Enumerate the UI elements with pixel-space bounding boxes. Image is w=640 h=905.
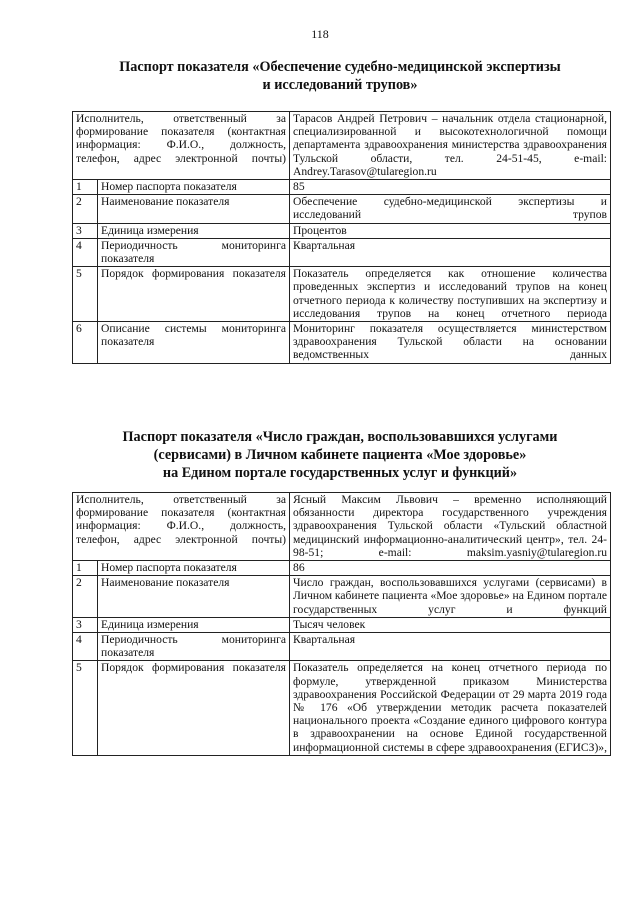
row-value: Тысяч человек <box>290 617 611 632</box>
executor-value: Тарасов Андрей Петрович – начальник отдела стационарной, специализированной и высокотехнологичной помощи департамента здравоохранения министерства здравоохранения Тульской области, тел. 24-51-45, e-mail: Andrey.Tarasov@tularegion.ru <box>290 112 611 180</box>
row-value: 85 <box>290 180 611 195</box>
row-label: Периодичность мониторинга показателя <box>98 238 290 266</box>
row-number: 3 <box>73 223 98 238</box>
table-row <box>73 112 611 180</box>
row-label: Порядок формирования показателя <box>98 267 290 322</box>
row-label: Наименование показателя <box>98 576 290 618</box>
row-label: Номер паспорта показателя <box>98 180 290 195</box>
passport-1-title-line: Паспорт показателя «Обеспечение судебно-медицинской экспертизы <box>119 59 561 75</box>
row-label: Порядок формирования показателя <box>98 661 290 755</box>
passport-2-title-line: (сервисами) в Личном кабинете пациента «Мое здоровье» <box>153 447 527 463</box>
executor-label: Исполнитель, ответственный за формирование показателя (контактная информация: Ф.И.О., должность, телефон, адрес электронной почты) <box>73 112 290 180</box>
row-label: Описание системы мониторинга показателя <box>98 322 290 364</box>
passport-1-table <box>72 111 611 364</box>
row-number: 5 <box>73 267 98 322</box>
row-number: 4 <box>73 238 98 266</box>
row-number: 3 <box>73 617 98 632</box>
row-number: 4 <box>73 633 98 661</box>
row-value: Показатель определяется на конец отчетного периода по формуле, утвержденной приказом Министерства здравоохранения Российской Федерации от 29 марта 2019 года № 176 «Об утверждении методик расчета показателей национального проекта «Создание единого цифрового контура в здравоохранении на основе Единой государственной информационной системы в сфере здравоохранения (ЕГИСЗ)», <box>290 661 611 755</box>
row-number: 2 <box>73 195 98 223</box>
row-label: Единица измерения <box>98 617 290 632</box>
row-number: 1 <box>73 561 98 576</box>
table-row <box>73 576 611 618</box>
row-value: Мониторинг показателя осуществляется министерством здравоохранения Тульской области на основании ведомственных данных <box>290 322 611 364</box>
passport-1-title <box>60 58 620 94</box>
row-number: 5 <box>73 661 98 755</box>
table-row <box>73 267 611 322</box>
page-number: 118 <box>311 27 329 41</box>
row-label: Номер паспорта показателя <box>98 561 290 576</box>
table-row <box>73 195 611 223</box>
row-value: Квартальная <box>290 633 611 661</box>
row-value: Число граждан, воспользовавшихся услугами (сервисами) в Личном кабинете пациента «Мое здоровье» на Едином портале государственных услуг и функций <box>290 576 611 618</box>
row-number: 2 <box>73 576 98 618</box>
row-number: 1 <box>73 180 98 195</box>
passport-2-title <box>60 428 620 482</box>
table-row <box>73 223 611 238</box>
row-number: 6 <box>73 322 98 364</box>
row-label: Наименование показателя <box>98 195 290 223</box>
table-row <box>73 617 611 632</box>
table-row <box>73 238 611 266</box>
table-row <box>73 322 611 364</box>
row-label: Периодичность мониторинга показателя <box>98 633 290 661</box>
table-row <box>73 661 611 755</box>
row-value: Показатель определяется как отношение количества проведенных экспертиз и исследований трупов на конец отчетного периода к количеству поступивших на экспертизу и исследования трупов на конец отчетного периода <box>290 267 611 322</box>
row-value: Процентов <box>290 223 611 238</box>
executor-value: Ясный Максим Львович – временно исполняющий обязанности директора государственного учреждения здравоохранения Тульской области «Тульский областной медицинский информационно-аналитический центр», тел. 24-98-51; e-mail: maksim.yasniy@tularegion.ru <box>290 493 611 561</box>
passport-2-table <box>72 492 611 756</box>
table-row <box>73 633 611 661</box>
executor-label: Исполнитель, ответственный за формирование показателя (контактная информация: Ф.И.О., должность, телефон, адрес электронной почты) <box>73 493 290 561</box>
table-row <box>73 561 611 576</box>
passport-2-title-line: Паспорт показателя «Число граждан, воспользовавшихся услугами <box>122 429 558 445</box>
passport-1-title-line: и исследований трупов» <box>262 77 418 93</box>
passport-2-title-line: на Едином портале государственных услуг и функций» <box>162 465 518 481</box>
row-value: 86 <box>290 561 611 576</box>
row-label: Единица измерения <box>98 223 290 238</box>
row-value: Обеспечение судебно-медицинской экспертизы и исследований трупов <box>290 195 611 223</box>
table-row <box>73 180 611 195</box>
table-row <box>73 493 611 561</box>
row-value: Квартальная <box>290 238 611 266</box>
